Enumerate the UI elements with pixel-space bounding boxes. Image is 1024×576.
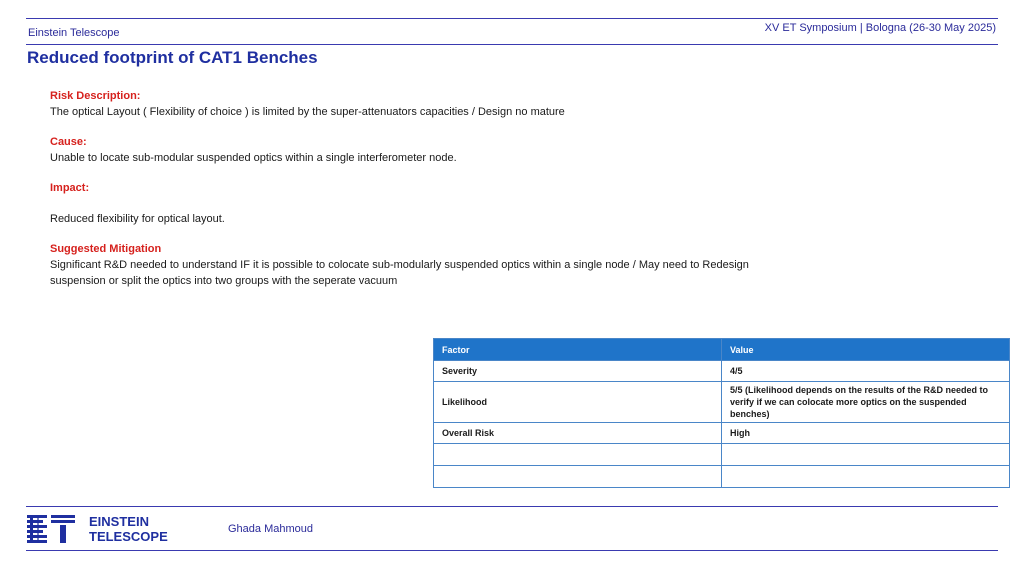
table-header-factor: Factor: [434, 339, 722, 361]
table-cell-factor: Overall Risk: [434, 423, 722, 444]
table-row: [434, 361, 1010, 382]
logo-line1: EINSTEIN: [89, 514, 149, 529]
header-top-rule: [26, 18, 998, 19]
header-right-text: XV ET Symposium | Bologna (26-30 May 2025): [764, 22, 996, 34]
table-cell-value: 5/5 (Likelihood depends on the results of the R&D needed to verify if we can colocate more optics on the suspended benches): [722, 382, 1010, 423]
impact-section: [50, 180, 830, 227]
table-cell-value: [722, 466, 1010, 488]
table-header-value: Value: [722, 339, 1010, 361]
cause-text: Unable to locate sub-modular suspended optics within a single interferometer node.: [50, 152, 457, 164]
risk-table: [433, 338, 1010, 488]
cause-section: [50, 134, 830, 166]
risk-description-section: [50, 88, 830, 120]
mitigation-text-line1: Significant R&D needed to understand IF it is possible to colocate sub-modularly suspended optics within a single node / May need to Redesign: [50, 259, 749, 271]
table-row: [434, 423, 1010, 444]
table-cell-value: 4/5: [722, 361, 1010, 382]
table-row: [434, 444, 1010, 466]
footer-author: Ghada Mahmoud: [228, 523, 313, 535]
impact-text: Reduced flexibility for optical layout.: [50, 213, 225, 225]
footer-top-rule: [26, 506, 998, 507]
table-cell-factor: [434, 444, 722, 466]
header-bottom-rule: [26, 44, 998, 45]
slide-title: Reduced footprint of CAT1 Benches: [27, 48, 318, 67]
mitigation-text-line2: suspension or split the optics into two groups with the seperate vacuum: [50, 275, 398, 287]
mitigation-label: Suggested Mitigation: [50, 243, 162, 255]
footer-bottom-rule: [26, 550, 998, 551]
table-cell-value: [722, 444, 1010, 466]
table-cell-factor: Likelihood: [434, 382, 722, 423]
table-row: [434, 382, 1010, 423]
impact-label: Impact:: [50, 182, 90, 194]
cause-label: Cause:: [50, 136, 87, 148]
header-left-text: Einstein Telescope: [28, 27, 120, 39]
table-header-row: [434, 339, 1010, 361]
table-cell-factor: [434, 466, 722, 488]
table-cell-value: High: [722, 423, 1010, 444]
table-row: [434, 466, 1010, 488]
einstein-telescope-logo: [27, 514, 177, 544]
mitigation-section: [50, 241, 830, 289]
risk-description-label: Risk Description:: [50, 90, 141, 102]
table-cell-factor: Severity: [434, 361, 722, 382]
logo-line2: TELESCOPE: [89, 529, 168, 544]
et-logo-mark-icon: [27, 515, 75, 543]
risk-description-text: The optical Layout ( Flexibility of choice ) is limited by the super-attenuators capacities / Design no mature: [50, 106, 565, 118]
